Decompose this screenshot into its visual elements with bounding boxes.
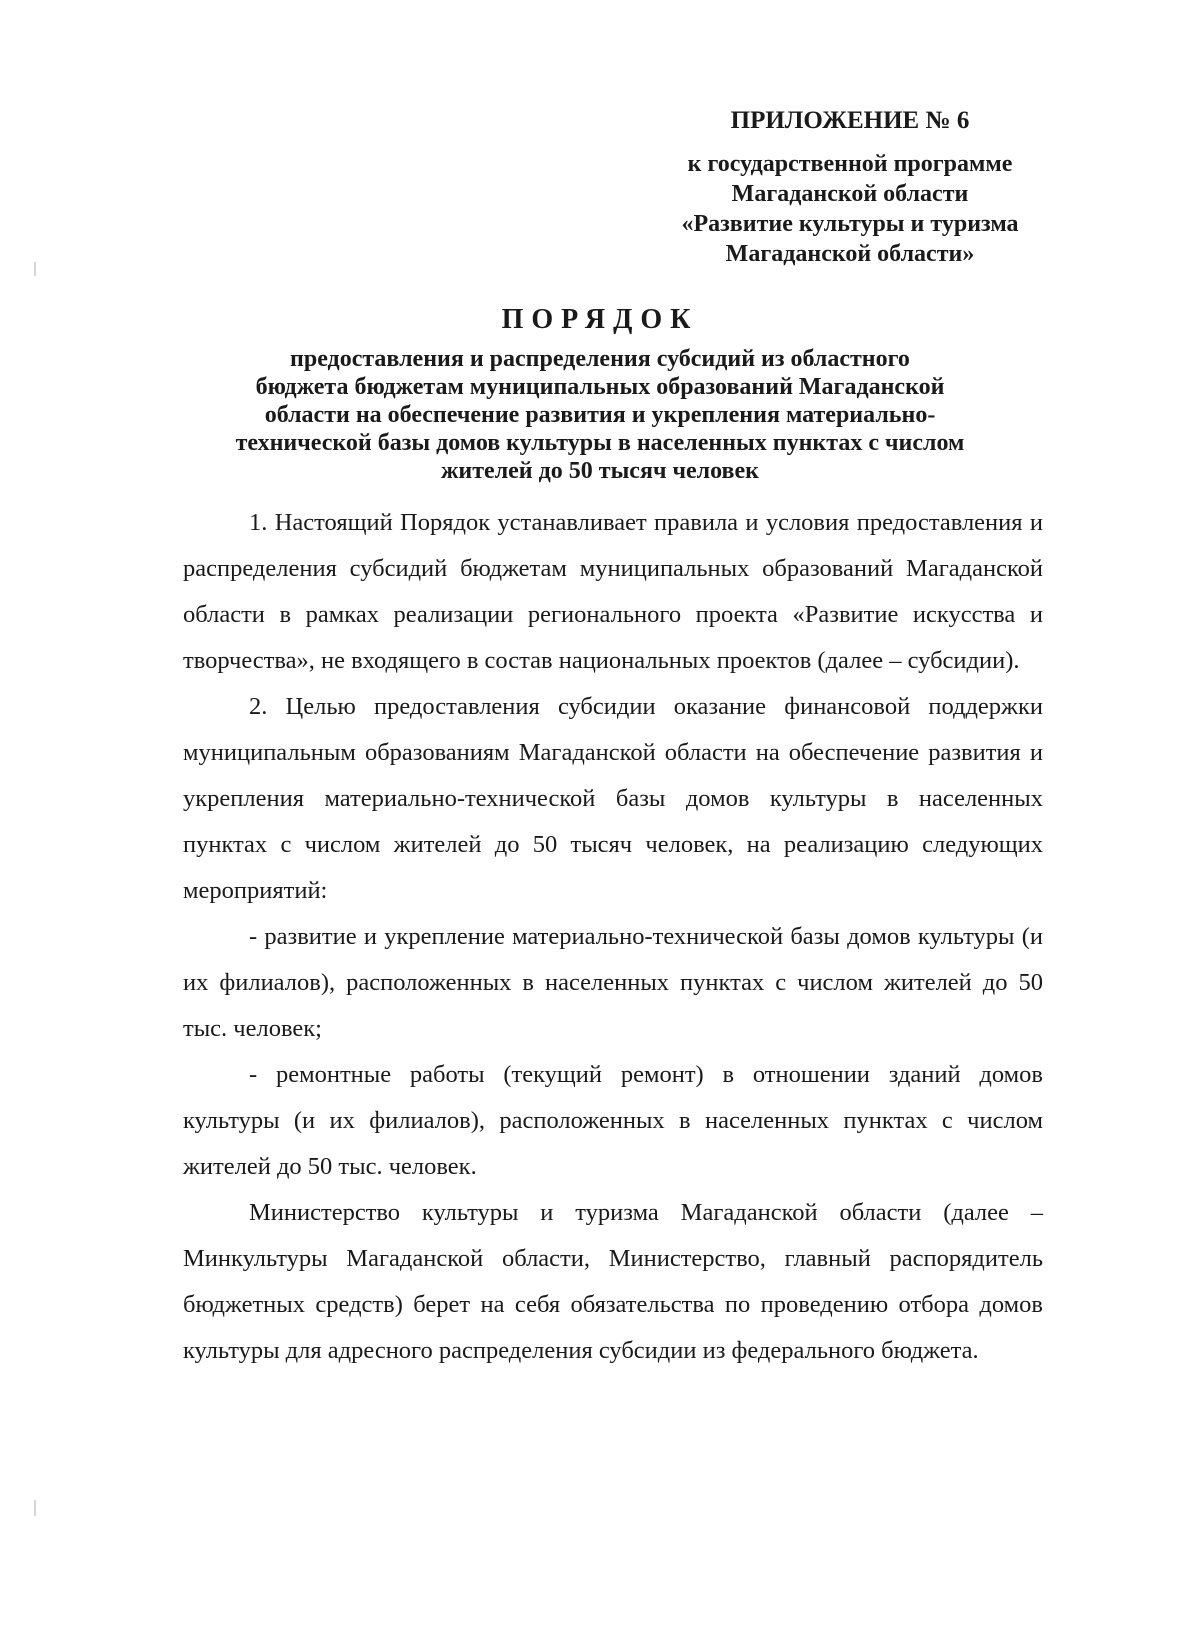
appendix-header <box>640 103 1060 269</box>
appendix-line: «Развитие культуры и туризма <box>681 211 1019 237</box>
document-subtitle <box>150 345 1050 485</box>
paragraph-1: 1. Настоящий Порядок устанавливает правила и условия предоставления и распределения субсидий бюджетам муниципальных образований Магаданской области в рамках реализации регионального проекта «Развитие искусства и творчества», не входящего в состав национальных проектов (далее – субсидии). <box>183 509 1043 674</box>
document-title: ПОРЯДОК <box>501 304 699 335</box>
scan-margin-mark <box>34 262 36 276</box>
subtitle-line: предоставления и распределения субсидий из областного <box>290 346 910 372</box>
paragraph-ministry: Министерство культуры и туризма Магаданской области (далее – Минкультуры Магаданской области, Министерство, главный распорядитель бюджетных средств) берет на себя обязательства по проведению отбора домов культуры для адресного распределения субсидии из федерального бюджета. <box>183 1199 1043 1364</box>
appendix-title: ПРИЛОЖЕНИЕ № 6 <box>730 107 970 134</box>
paragraph-2: 2. Целью предоставления субсидии оказание финансовой поддержки муниципальным образованиям Магаданской области на обеспечение развития и укрепления материально-технической базы домов культуры в населенных пунктах с числом жителей до 50 тысяч человек, на реализацию следующих мероприятий: <box>183 693 1043 904</box>
appendix-line: Магаданской области» <box>725 241 975 267</box>
appendix-line: Магаданской области <box>731 181 969 207</box>
subtitle-line: жителей до 50 тысяч человек <box>441 458 759 484</box>
bullet-item-2: - ремонтные работы (текущий ремонт) в отношении зданий домов культуры (и их филиалов), расположенных в населенных пунктах с числом жителей до 50 тыс. человек. <box>183 1061 1043 1180</box>
subtitle-line: бюджета бюджетам муниципальных образований Магаданской <box>255 374 945 400</box>
subtitle-line: технической базы домов культуры в населенных пунктах с числом <box>235 430 965 456</box>
document-body <box>183 500 1043 1374</box>
scan-margin-mark <box>34 1500 36 1516</box>
appendix-line: к государственной программе <box>687 151 1013 177</box>
bullet-item-1: - развитие и укрепление материально-технической базы домов культуры (и их филиалов), расположенных в населенных пунктах с числом жителей до 50 тыс. человек; <box>183 923 1043 1042</box>
subtitle-line: области на обеспечение развития и укрепления материально- <box>264 402 936 428</box>
